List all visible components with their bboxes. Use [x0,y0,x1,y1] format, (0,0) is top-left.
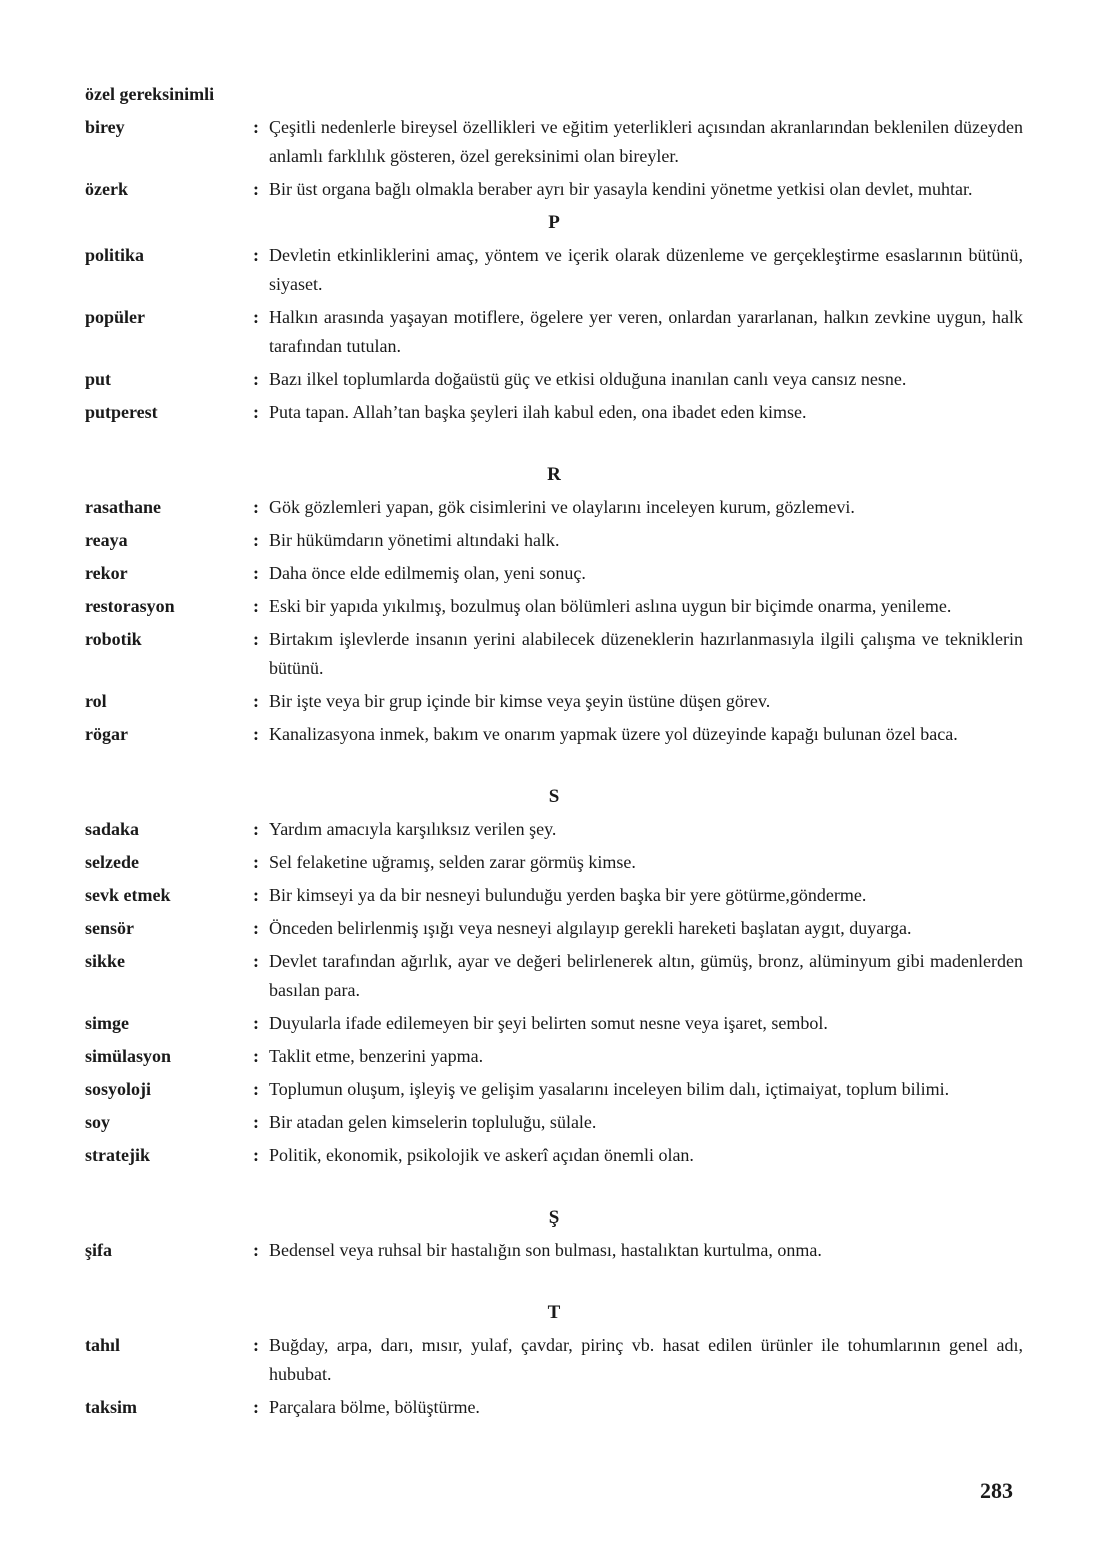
section-letter: S [548,786,560,807]
section-letter: Ş [548,1207,560,1228]
entry-colon: : [253,563,259,583]
entry-colon: : [253,885,259,905]
page-number: 283 [980,1478,1013,1503]
entry-term: sadaka [85,819,140,839]
entry-term: robotik [85,629,142,649]
top-term: özel gereksinimli [85,84,215,104]
entry-term: restorasyon [85,596,175,616]
entry-definition: Önceden belirlenmiş ışığı veya nesneyi algılayıp gerekli hareketi başlatan aygıt, duyarga. [269,918,912,938]
entry-term: sensör [85,918,134,938]
entry-colon: : [253,1013,259,1033]
entry-term: sikke [85,951,126,971]
entry-term: sosyoloji [85,1079,152,1099]
entry-colon: : [253,1145,259,1165]
entry-colon: : [253,691,259,711]
entry-term: put [85,369,112,389]
entry-term: sevk etmek [85,885,171,905]
glossary-entry [85,1009,1023,1038]
entry-definition: Bir atadan gelen kimselerin topluluğu, sülale. [269,1112,597,1132]
entry-term: şifa [85,1240,112,1260]
entry-definition: Yardım amacıyla karşılıksız verilen şey. [269,819,557,839]
glossary-entry [85,914,1023,943]
glossary-entry [85,526,1023,555]
entry-colon: : [253,596,259,616]
glossary-entry [85,1141,1023,1170]
entry-definition: Kanalizasyona inmek, bakım ve onarım yapmak üzere yol düzeyinde kapağı bulunan özel baca. [269,724,958,744]
glossary-entry [85,1075,1023,1104]
entry-term: birey [85,117,125,137]
glossary-entry [85,848,1023,877]
entry-term: soy [85,1112,111,1132]
entry-colon: : [253,1112,259,1132]
glossary-entry [85,720,1023,749]
entry-colon: : [253,1240,259,1260]
entry-definition: Sel felaketine uğramış, selden zarar görmüş kimse. [269,852,636,872]
glossary-entry [85,113,1023,171]
entry-definition: Daha önce elde edilmemiş olan, yeni sonuç. [269,563,586,583]
entry-definition: Devletin etkinliklerini amaç, yöntem ve içerik olarak düzenleme ve gerçekleştirme esaslarının bütünü, siyaset. [269,245,1023,294]
entry-colon: : [253,245,259,265]
glossary-entry [85,687,1023,716]
glossary-entry [85,175,1023,204]
entry-term: popüler [85,307,146,327]
entry-term: rasathane [85,497,161,517]
glossary-entry [85,365,1023,394]
glossary-entry [85,815,1023,844]
entry-definition: Bir üst organa bağlı olmakla beraber ayrı bir yasayla kendini yönetme yetkisi olan devlet, muhtar. [269,179,973,199]
entry-colon: : [253,1397,259,1417]
entry-colon: : [253,951,259,971]
entry-colon: : [253,179,259,199]
entry-colon: : [253,819,259,839]
entry-definition: Puta tapan. Allah’tan başka şeyleri ilah kabul eden, ona ibadet eden kimse. [269,402,807,422]
glossary-entry [85,1331,1023,1389]
glossary-entry [85,881,1023,910]
entry-colon: : [253,369,259,389]
entry-definition: Çeşitli nedenlerle bireysel özellikleri ve eğitim yeterlikleri açısından akranlarından beklenilen düzeyden anlamlı farklılık gösteren, özel gereksinimi olan bireyler. [269,117,1023,166]
entry-definition: Birtakım işlevlerde insanın yerini alabilecek düzeneklerin hazırlanmasıyla ilgili çalışma ve tekniklerin bütünü. [269,629,1023,678]
section-letter: R [547,464,561,485]
glossary [85,80,1023,1426]
entry-definition: Bazı ilkel toplumlarda doğaüstü güç ve etkisi olduğuna inanılan canlı veya cansız nesne. [269,369,907,389]
entry-colon: : [253,629,259,649]
entry-definition: Toplumun oluşum, işleyiş ve gelişim yasalarını inceleyen bilim dalı, içtimaiyat, toplum bilimi. [269,1079,950,1099]
glossary-entry [85,493,1023,522]
entry-colon: : [253,530,259,550]
entry-term: rögar [85,724,128,744]
glossary-entry [85,1236,1023,1265]
entry-term: rekor [85,563,128,583]
entry-term: selzede [85,852,139,872]
entry-colon: : [253,497,259,517]
entry-definition: Devlet tarafından ağırlık, ayar ve değeri belirlenerek altın, gümüş, bronz, alüminyum gibi madenlerden basılan para. [269,951,1023,1000]
entry-colon: : [253,724,259,744]
glossary-entry [85,625,1023,683]
glossary-entry [85,559,1023,588]
entry-colon: : [253,1046,259,1066]
entry-colon: : [253,1335,259,1355]
entry-term: simge [85,1013,129,1033]
section-letter: T [547,1302,561,1323]
glossary-entry [85,398,1023,427]
entry-colon: : [253,402,259,422]
glossary-entry [85,303,1023,361]
entry-definition: Eski bir yapıda yıkılmış, bozulmuş olan bölümleri aslına uygun bir biçimde onarma, yenileme. [269,596,952,616]
entry-term: simülasyon [85,1046,172,1066]
glossary-entry [85,1042,1023,1071]
entry-definition: Politik, ekonomik, psikolojik ve askerî açıdan önemli olan. [269,1145,694,1165]
entry-definition: Bedensel veya ruhsal bir hastalığın son bulması, hastalıktan kurtulma, onma. [269,1240,822,1260]
entry-term: özerk [85,179,128,199]
entry-definition: Bir işte veya bir grup içinde bir kimse veya şeyin üstüne düşen görev. [269,691,771,711]
entry-term: taksim [85,1397,138,1417]
entry-term: reaya [85,530,128,550]
section-letter: P [548,212,560,233]
entry-definition: Taklit etme, benzerini yapma. [269,1046,484,1066]
entry-definition: Bir hükümdarın yönetimi altındaki halk. [269,530,560,550]
glossary-entry [85,947,1023,1005]
entry-definition: Bir kimseyi ya da bir nesneyi bulunduğu yerden başka bir yere götürme,gönderme. [269,885,867,905]
entry-colon: : [253,307,259,327]
entry-definition: Parçalara bölme, bölüştürme. [269,1397,480,1417]
glossary-entry [85,592,1023,621]
entry-term: tahıl [85,1335,121,1355]
entry-term: rol [85,691,107,711]
entry-colon: : [253,918,259,938]
entry-term: stratejik [85,1145,150,1165]
entry-colon: : [253,852,259,872]
entry-definition: Duyularla ifade edilemeyen bir şeyi belirten somut nesne veya işaret, sembol. [269,1013,828,1033]
glossary-entry [85,1393,1023,1422]
entry-term: putperest [85,402,158,422]
entry-term: politika [85,245,145,265]
entry-colon: : [253,117,259,137]
glossary-entry [85,1108,1023,1137]
glossary-entry [85,241,1023,299]
entry-definition: Gök gözlemleri yapan, gök cisimlerini ve olaylarını inceleyen kurum, gözlemevi. [269,497,855,517]
entry-definition: Halkın arasında yaşayan motiflere, ögelere yer veren, onlardan yararlanan, halkın zevkine uygun, halk tarafından tutulan. [269,307,1023,356]
entry-colon: : [253,1079,259,1099]
entry-definition: Buğday, arpa, darı, mısır, yulaf, çavdar, pirinç vb. hasat edilen ürünler ile tohumlarının genel adı, hububat. [269,1335,1023,1384]
